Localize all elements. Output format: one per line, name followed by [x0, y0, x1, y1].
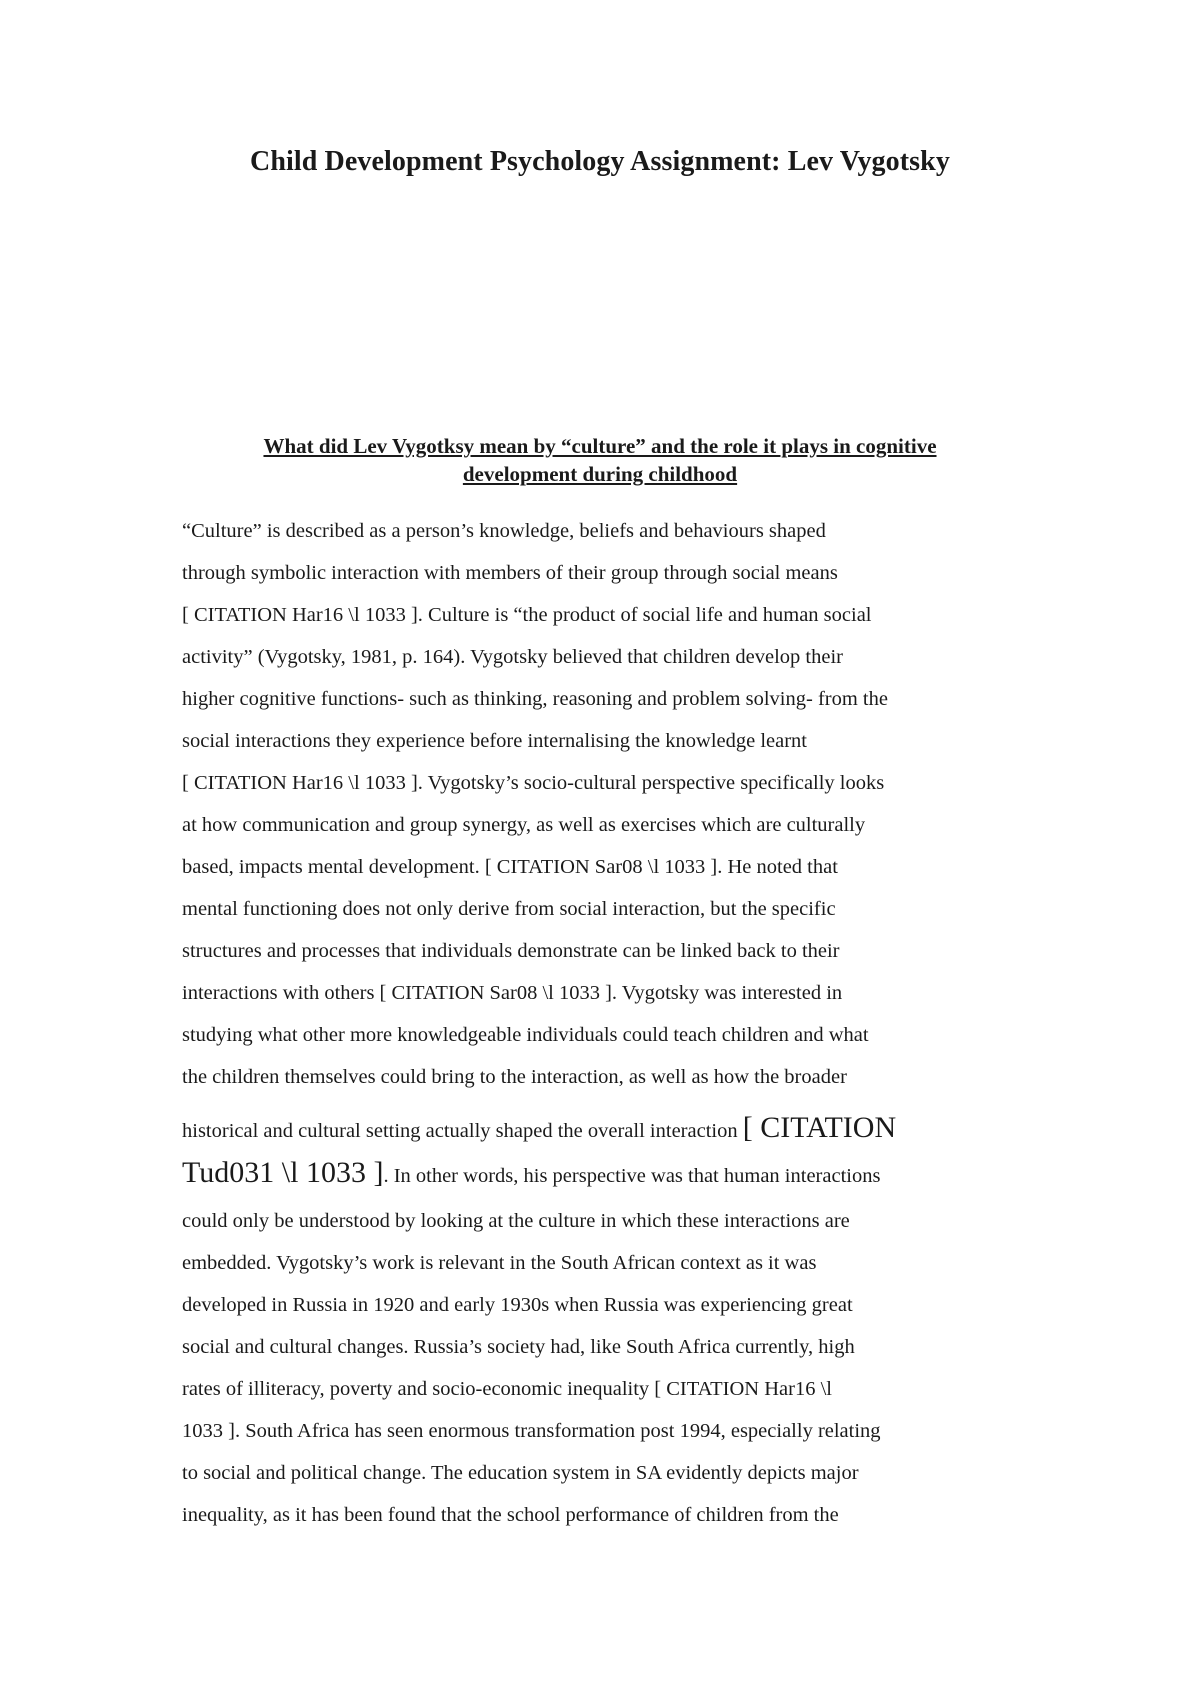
- body-line: at how communication and group synergy, as well as exercises which are culturally: [182, 814, 866, 836]
- body-line: embedded. Vygotsky’s work is relevant in the South African context as it was: [182, 1252, 817, 1274]
- body-line: interactions with others [ CITATION Sar08 \l 1033 ]. Vygotsky was interested in: [182, 982, 843, 1004]
- body-line: [182, 1098, 1022, 1150]
- body-line: developed in Russia in 1920 and early 1930s when Russia was experiencing great: [182, 1294, 853, 1316]
- body-line: inequality, as it has been found that the school performance of children from the: [182, 1504, 839, 1526]
- body-line: rates of illiteracy, poverty and socio-economic inequality [ CITATION Har16 \l: [182, 1378, 832, 1400]
- body-line: [ CITATION Har16 \l 1033 ]. Culture is “the product of social life and human social: [182, 604, 872, 626]
- body-line: structures and processes that individuals demonstrate can be linked back to their: [182, 940, 840, 962]
- section-heading: [200, 432, 1000, 488]
- body-line: activity” (Vygotsky, 1981, p. 164). Vygotsky believed that children develop their: [182, 646, 843, 668]
- body-line: through symbolic interaction with members of their group through social means: [182, 562, 838, 584]
- body-line: mental functioning does not only derive from social interaction, but the specific: [182, 898, 836, 920]
- body-line: [182, 1150, 1022, 1200]
- citation-field: Tud031 \l 1033 ]: [182, 1156, 384, 1189]
- body-line: social and cultural changes. Russia’s society had, like South Africa currently, high: [182, 1336, 855, 1358]
- body-line: 1033 ]. South Africa has seen enormous transformation post 1994, especially relating: [182, 1420, 881, 1442]
- section-heading-line-2: development during childhood: [462, 462, 738, 486]
- body-line: [ CITATION Har16 \l 1033 ]. Vygotsky’s socio-cultural perspective specifically looks: [182, 772, 885, 794]
- body-paragraph: [182, 510, 1022, 1536]
- body-line: to social and political change. The education system in SA evidently depicts major: [182, 1462, 859, 1484]
- body-line-text: historical and cultural setting actually shaped the overall interaction: [182, 1120, 743, 1142]
- section-heading-line-1: What did Lev Vygotksy mean by “culture” and the role it plays in cognitive: [263, 434, 937, 458]
- body-line-text: . In other words, his perspective was that human interactions: [383, 1165, 881, 1187]
- body-line: the children themselves could bring to the interaction, as well as how the broader: [182, 1066, 847, 1088]
- body-line: higher cognitive functions- such as thinking, reasoning and problem solving- from the: [182, 688, 888, 710]
- body-line: could only be understood by looking at the culture in which these interactions are: [182, 1210, 850, 1232]
- citation-field: [ CITATION: [742, 1111, 897, 1144]
- body-line: social interactions they experience before internalising the knowledge learnt: [182, 730, 807, 752]
- document-title: Child Development Psychology Assignment: Lev Vygotsky: [250, 146, 950, 177]
- body-line: based, impacts mental development. [ CITATION Sar08 \l 1033 ]. He noted that: [182, 856, 838, 878]
- body-line: “Culture” is described as a person’s knowledge, beliefs and behaviours shaped: [182, 520, 826, 542]
- body-line: studying what other more knowledgeable individuals could teach children and what: [182, 1024, 869, 1046]
